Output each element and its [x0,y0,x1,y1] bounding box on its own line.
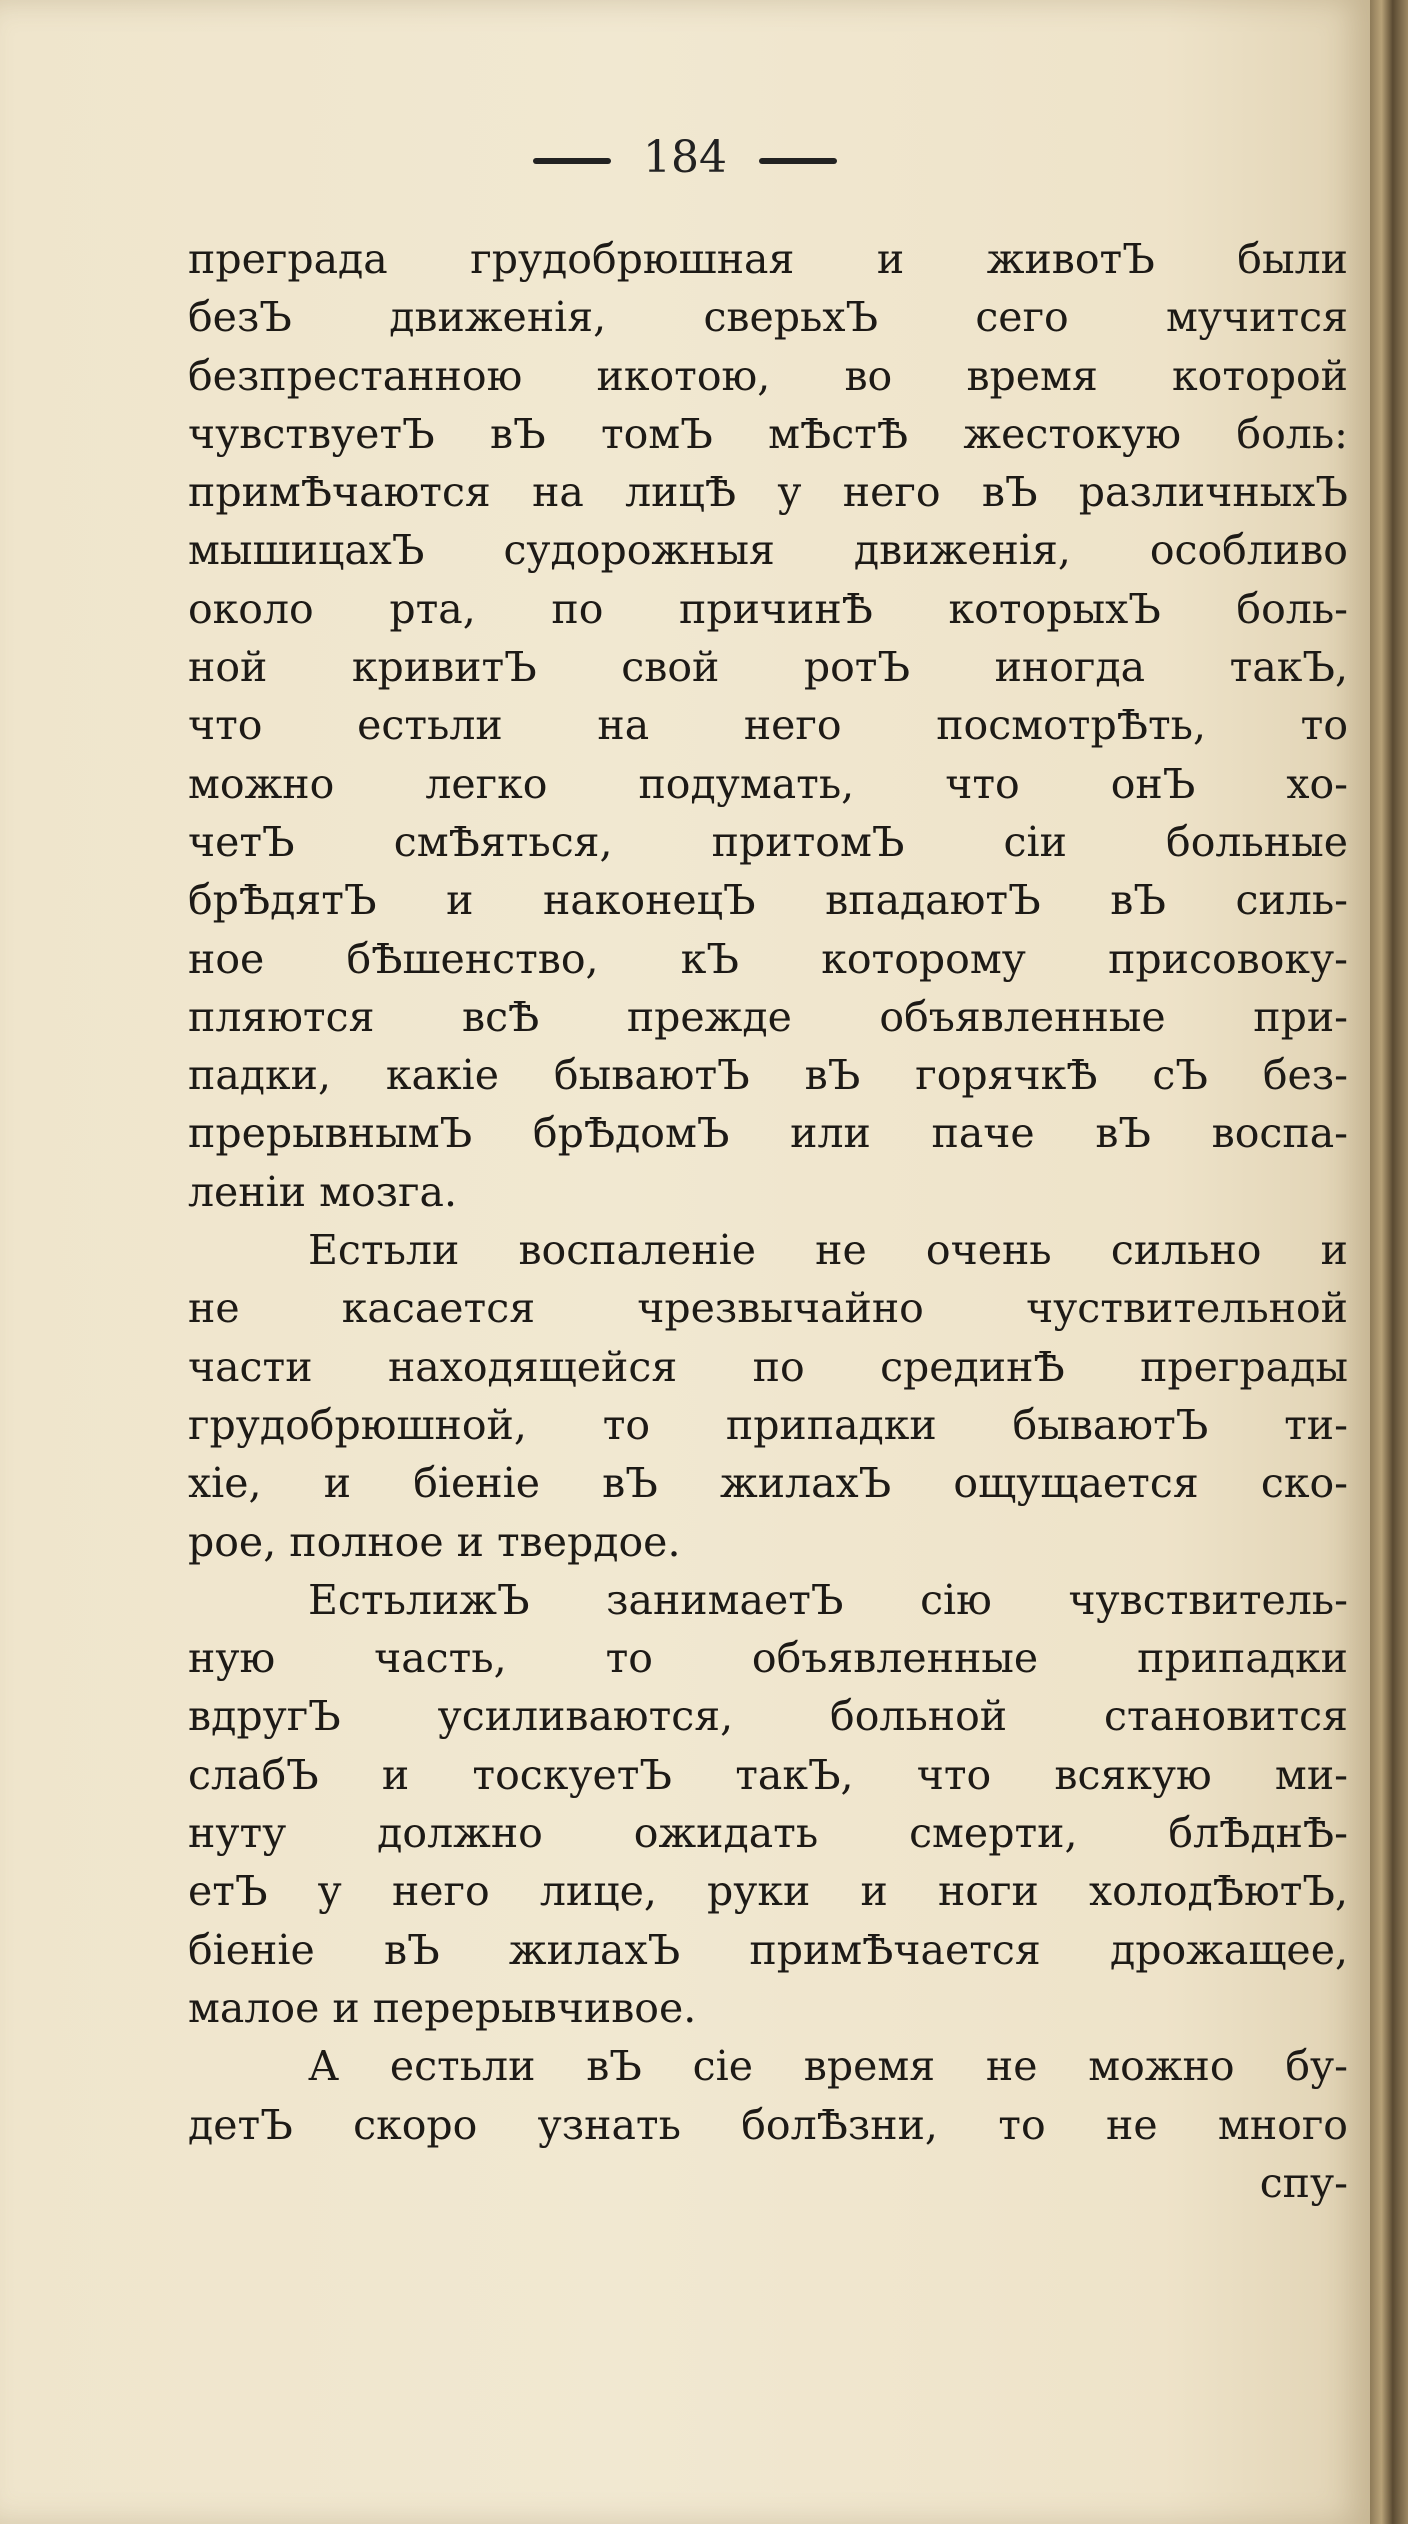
text-line: части находящейся по срединѢ преграды [188,1342,1348,1391]
text-line: примѢчаются на лицѢ у него вЪ различныхЪ [188,468,1348,517]
text-line: ное бѢшенство, кЪ которому присовоку- [188,934,1348,983]
text-line: что естьли на него посмотрѢть, то [188,701,1348,750]
text-line: рое, полное и твердое. [188,1517,681,1566]
text-line: грудобрюшной, то припадки бываютЪ ти- [188,1400,1348,1449]
text-line: четЪ смѢяться, притомЪ сiи больные [188,817,1348,866]
text-line: чувствуетЪ вЪ томЪ мѢстѢ жестокую боль: [188,409,1348,458]
text-line: малое и перерывчивое. [188,1983,697,2032]
paragraph-first-line: ЕстьлижЪ занимаетЪ сiю чувствитель- [308,1575,1348,1624]
page-header [0,132,1370,183]
body-text [188,230,1348,2212]
catchword: спу- [1259,2158,1348,2207]
text-line: бiенiе вЪ жилахЪ примѢчается дрожащее, [188,1925,1348,1974]
text-line: падки, какiе бываютЪ вЪ горячкѢ сЪ без- [188,1051,1348,1100]
text-line: етЪ у него лице, руки и ноги холодѢютЪ, [188,1867,1348,1916]
text-line: пляются всѢ прежде объявленные при- [188,992,1348,1041]
text-line: хiе, и бiенiе вЪ жилахЪ ощущается ско- [188,1459,1348,1508]
text-line: можно легко подумать, что онЪ хо- [188,759,1348,808]
text-line: преграда грудобрюшная и животЪ были [188,235,1348,283]
text-line: вдругЪ усиливаются, больной становится [188,1692,1348,1741]
header-rule-left [533,158,611,164]
text-line: безпрестанною икотою, во время которой [188,351,1348,400]
paragraph-first-line: Естьли воспаленiе не очень сильно и [308,1226,1348,1275]
page-edge [1370,0,1408,2524]
text-line: безЪ движенiя, сверьхЪ сего мучится [188,293,1348,342]
text-line: слабЪ и тоскуетЪ такЪ, что всякую ми- [188,1750,1348,1799]
text-line: ной кривитЪ свой ротЪ иногда такЪ, [188,643,1348,692]
text-line: мышицахЪ судорожныя движенiя, особливо [188,526,1348,575]
text-line: прерывнымЪ брѢдомЪ или паче вЪ воспа- [188,1109,1348,1158]
paragraph-first-line: А естьли вЪ сiе время не можно бу- [308,2042,1348,2091]
text-line: нуту должно ожидать смерти, блѢднѢ- [188,1809,1348,1858]
text-line: около рта, по причинѢ которыхЪ боль- [188,584,1348,633]
page-number: 184 [643,132,727,183]
header-rule-right [759,158,837,164]
text-line: не касается чрезвычайно чуствительной [188,1284,1348,1333]
text-line: ленiи мозга. [188,1167,458,1216]
text-line: ную часть, то объявленные припадки [188,1634,1348,1683]
text-line: брѢдятЪ и наконецЪ впадаютЪ вЪ силь- [188,876,1348,925]
text-line: детЪ скоро узнать болѢзни, то не много [188,2100,1348,2149]
